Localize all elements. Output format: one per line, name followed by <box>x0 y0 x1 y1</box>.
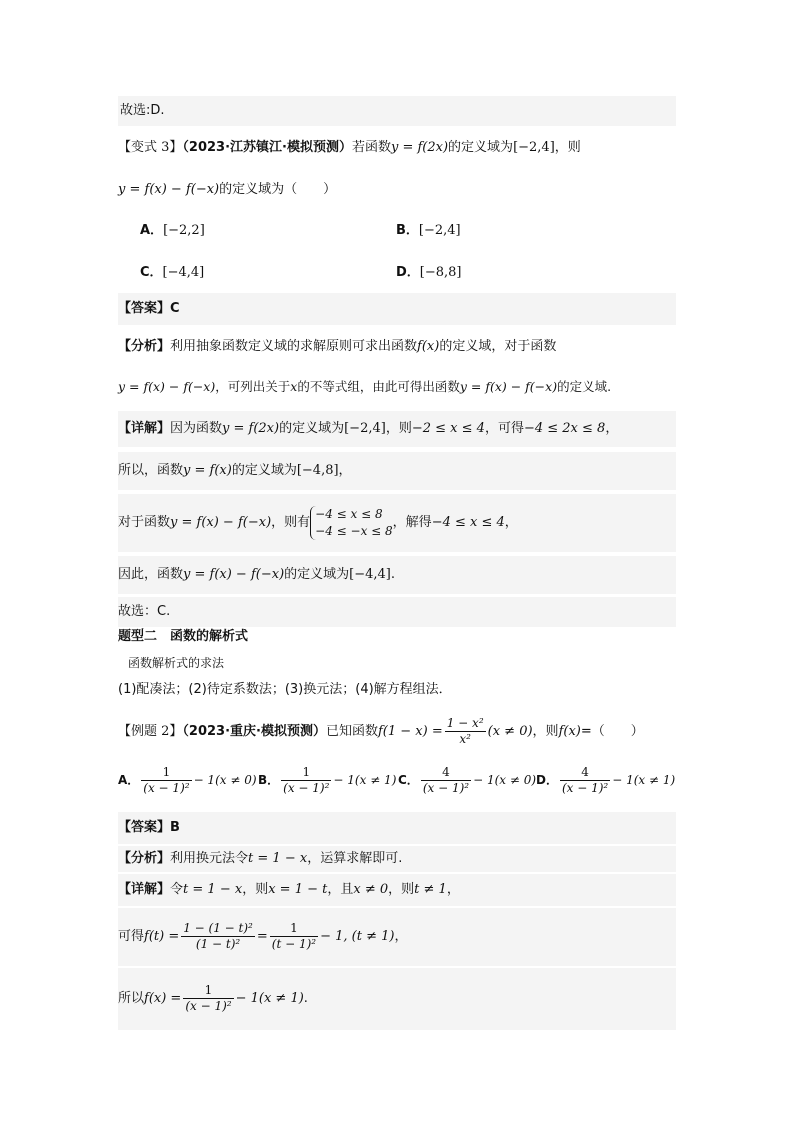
case-line: −4 ≤ x ≤ 8 <box>315 506 383 521</box>
math-expr: f(t) = <box>144 929 180 944</box>
example2-analysis <box>118 846 676 872</box>
math-expr: (x ≠ 0) <box>487 724 533 739</box>
analysis-text: ，运算求解即可. <box>307 851 403 866</box>
option-a <box>140 218 205 244</box>
section-title <box>118 626 676 648</box>
fraction <box>281 765 331 796</box>
analysis-tag: 【分析】 <box>118 851 171 866</box>
detail-text: ，且 <box>327 882 354 897</box>
option-label: C． <box>398 773 419 787</box>
variant3-detail-line2 <box>118 452 676 490</box>
math-expr: − 1(x ≠ 1) <box>235 991 304 1006</box>
detail-text: ，则 <box>242 882 269 897</box>
detail-text: ， <box>504 515 518 530</box>
math-expr: t ≠ 1 <box>414 882 447 897</box>
option-value: [−2,4] <box>418 223 461 238</box>
math-expr: [−2,4] <box>513 140 555 155</box>
math-expr: y = f(x) <box>183 463 232 478</box>
detail-text: 所以，函数 <box>118 463 184 478</box>
example2-text: ，则 <box>532 724 559 739</box>
option-label: D． <box>396 265 420 280</box>
numerator: 1 − (1 − t)² <box>183 921 253 935</box>
math-expr: y = f(x) − f(−x) <box>118 379 216 394</box>
option-c <box>140 260 204 286</box>
detail-text: ， <box>446 882 460 897</box>
math-expr: t = 1 − x <box>248 851 308 866</box>
denominator: (t − 1)² <box>271 937 317 951</box>
math-expr: y = f(x) − f(−x) <box>183 567 285 582</box>
math-expr: x ≠ 0 <box>353 882 389 897</box>
variant3-tag: 【变式 3】 <box>118 140 183 155</box>
detail-text: ，则 <box>388 882 415 897</box>
answer-text: 【答案】B <box>118 820 180 835</box>
math-expr: f(x) <box>558 724 581 739</box>
detail-text: 的定义域为 <box>284 567 350 582</box>
denominator: (1 − t)² <box>195 937 241 951</box>
option-label: B． <box>258 773 280 787</box>
math-expr: f(1 − x) = <box>377 724 443 739</box>
fraction <box>445 716 486 747</box>
fraction <box>421 765 471 796</box>
fraction <box>183 983 233 1014</box>
numerator: 1 <box>141 765 191 781</box>
example2-detail-line3 <box>118 968 676 1030</box>
detail-text: 的定义域为 <box>231 463 297 478</box>
math-expr: [−4,8] <box>296 463 339 478</box>
detail-tag: 【详解】 <box>118 882 171 897</box>
detail-text: 令 <box>170 882 184 897</box>
variant3-text: 若函数 <box>351 140 391 155</box>
math-expr: −4 ≤ 2x ≤ 8 <box>523 421 606 436</box>
option-label: C． <box>140 265 163 280</box>
example2-text: 已知函数 <box>325 724 378 739</box>
detail-text: ，则 <box>385 421 412 436</box>
case-line: −4 ≤ −x ≤ 8 <box>315 523 393 538</box>
final-choice-text: 故选：C. <box>118 604 171 619</box>
math-expr: f(x) = <box>144 991 182 1006</box>
detail-text: ， <box>605 421 619 436</box>
section-methods <box>118 678 676 702</box>
answer-choice-line <box>118 96 676 126</box>
math-expr: −2 ≤ x ≤ 4 <box>411 421 485 436</box>
denominator: (x − 1)² <box>561 781 609 795</box>
detail-text: 因此，函数 <box>118 567 184 582</box>
variant3-analysis-line2 <box>118 373 676 401</box>
variant3-detail-line1 <box>118 411 676 447</box>
example2-option-a <box>118 760 257 800</box>
example2-option-c <box>398 760 536 800</box>
section-subtitle <box>118 652 676 674</box>
section-methods-text: (1)配凑法；(2)待定系数法；(3)换元法；(4)解方程组法． <box>118 682 452 697</box>
numerator: 4 <box>560 765 610 781</box>
detail-text: . <box>303 991 308 1006</box>
option-label: A． <box>118 773 140 787</box>
detail-text: 对于函数 <box>118 515 171 530</box>
inequality-system <box>310 506 393 540</box>
analysis-text: 的定义域. <box>557 379 612 394</box>
answer-text: 【答案】C <box>118 301 180 316</box>
option-label: A． <box>140 223 164 238</box>
analysis-text: 的定义域，对于函数 <box>439 339 557 354</box>
option-tail: − 1(x ≠ 0) <box>193 773 257 787</box>
detail-text: ，解得 <box>392 515 432 530</box>
option-tail: − 1(x ≠ 1) <box>333 773 397 787</box>
option-label: D． <box>536 773 558 787</box>
detail-text: 因为函数 <box>170 421 223 436</box>
math-expr: x = 1 − t <box>268 882 328 897</box>
analysis-text: ，可列出关于 <box>215 379 291 394</box>
math-expr: y = f(x) − f(−x) <box>118 182 220 197</box>
example2-option-d <box>536 760 675 800</box>
detail-text: ， <box>394 929 408 944</box>
variant3-question-line2 <box>118 176 676 204</box>
detail-text: 所以 <box>118 991 145 1006</box>
math-expr: y = f(2x) <box>222 421 280 436</box>
variant3-text: 的定义域为（ ） <box>219 182 337 197</box>
math-expr: −4 ≤ x ≤ 4 <box>431 515 505 530</box>
variant3-question-line1 <box>118 134 676 162</box>
analysis-text: 的不等式组，由此可得出函数 <box>297 379 460 394</box>
option-label: B． <box>396 223 419 238</box>
math-expr: y = f(x) − f(−x) <box>170 515 272 530</box>
option-d <box>396 260 462 286</box>
fraction <box>141 765 191 796</box>
variant3-analysis-line1 <box>118 333 676 361</box>
numerator: 1 <box>281 765 331 781</box>
fraction <box>560 765 610 796</box>
option-b <box>396 218 461 244</box>
variant3-text: 的定义域为 <box>448 140 514 155</box>
denominator: x² <box>459 732 471 746</box>
math-expr: x <box>290 379 298 394</box>
example2-option-b <box>258 760 396 800</box>
math-expr: y = f(2x) <box>390 140 449 155</box>
math-expr: [−2,4] <box>344 421 386 436</box>
numerator: 1 <box>270 921 318 937</box>
example2-question <box>118 712 676 752</box>
option-value: [−8,8] <box>419 265 462 280</box>
analysis-tag: 【分析】 <box>118 339 171 354</box>
variant3-answer <box>118 293 676 325</box>
detail-tag: 【详解】 <box>118 421 171 436</box>
variant3-detail-line4 <box>118 556 676 594</box>
detail-text: ，可得 <box>484 421 524 436</box>
option-tail: − 1(x ≠ 1) <box>612 773 676 787</box>
denominator: (x − 1)² <box>283 781 330 795</box>
example2-answer <box>118 812 676 844</box>
example2-tag: 【例题 2】 <box>118 724 183 739</box>
variant3-final <box>118 597 676 627</box>
section-subtitle-text: 函数解析式的求法 <box>128 656 225 670</box>
math-expr: = <box>256 929 268 944</box>
variant3-source: （2023·江苏镇江·模拟预测） <box>182 140 352 155</box>
option-value: [−4,4] <box>162 265 205 280</box>
option-value: [−2,2] <box>163 223 205 238</box>
example2-text: =（ ） <box>580 724 644 739</box>
fraction <box>270 921 318 952</box>
numerator: 4 <box>421 765 471 781</box>
math-expr: [−4,4]. <box>349 567 395 582</box>
fraction <box>181 921 255 952</box>
analysis-text: 利用换元法令 <box>170 851 249 866</box>
detail-text: 的定义域为 <box>279 421 345 436</box>
variant3-text: ，则 <box>554 140 581 155</box>
section-title-text: 题型二 函数的解析式 <box>118 629 249 644</box>
detail-text: 可得 <box>118 929 145 944</box>
answer-choice-text: 故选:D. <box>120 103 165 118</box>
math-expr: − 1, (t ≠ 1) <box>320 929 395 944</box>
numerator: 1 − x² <box>446 716 484 730</box>
option-tail: − 1(x ≠ 0) <box>473 773 537 787</box>
example2-source: （2023·重庆·模拟预测） <box>182 724 326 739</box>
example2-detail-line2 <box>118 908 676 966</box>
math-expr: f(x) <box>417 339 440 354</box>
denominator: (x − 1)² <box>143 781 190 795</box>
denominator: (x − 1)² <box>422 781 470 795</box>
detail-text: ， <box>338 463 352 478</box>
analysis-text: 利用抽象函数定义域的求解原则可求出函数 <box>170 339 418 354</box>
detail-text: ，则有 <box>271 515 311 530</box>
math-expr: t = 1 − x <box>183 882 243 897</box>
numerator: 1 <box>183 983 233 999</box>
example2-detail-line1 <box>118 874 676 906</box>
denominator: (x − 1)² <box>185 999 232 1013</box>
variant3-detail-line3 <box>118 494 676 552</box>
math-expr: y = f(x) − f(−x) <box>459 379 558 394</box>
